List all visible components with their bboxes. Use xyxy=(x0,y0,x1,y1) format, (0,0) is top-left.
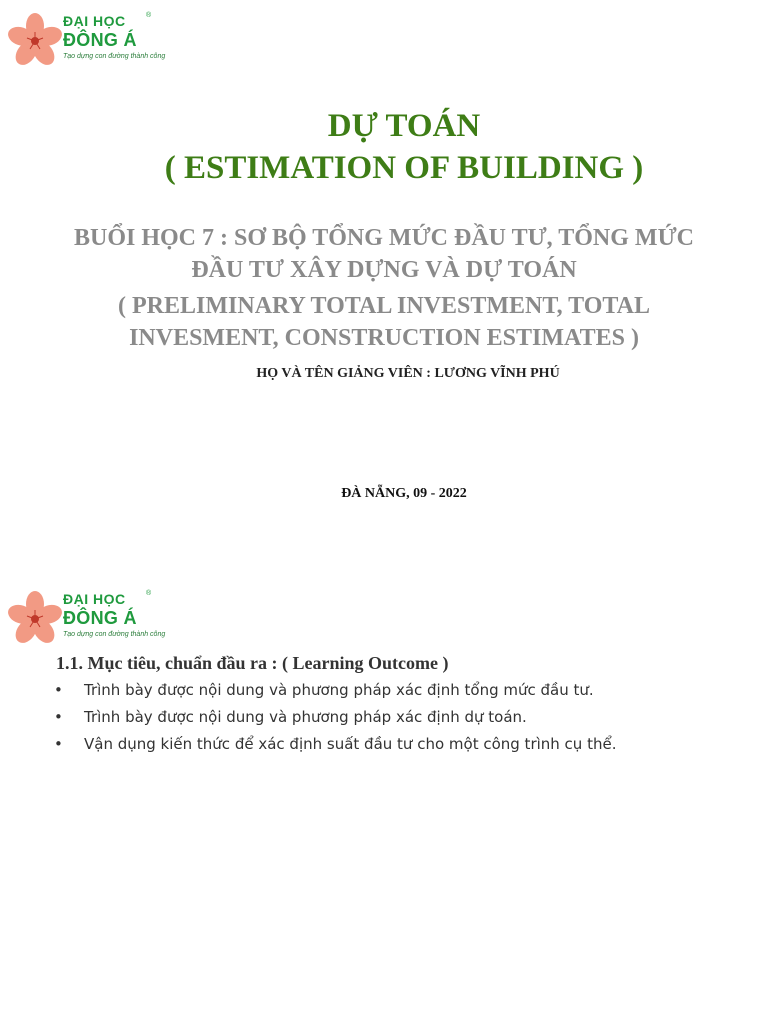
list-item xyxy=(52,732,616,759)
registered-mark: ® xyxy=(146,590,152,597)
learning-outcome-list xyxy=(52,678,616,759)
logo-text-line2: ĐÔNG Á xyxy=(63,608,137,628)
university-logo xyxy=(6,590,166,650)
logo-tagline: Tạo dựng con đường thành công xyxy=(63,631,166,638)
main-title-english: ( ESTIMATION OF BUILDING ) xyxy=(164,150,644,186)
flower-logo-icon xyxy=(6,12,64,70)
list-item xyxy=(52,705,616,732)
logo-text-line1: ĐẠI HỌC xyxy=(63,13,126,29)
university-logo xyxy=(6,12,166,72)
session-title-english xyxy=(20,290,748,354)
logo-tagline: Tạo dựng con đường thành công xyxy=(63,53,166,60)
logo-text-line1: ĐẠI HỌC xyxy=(63,591,126,607)
bullet-icon: • xyxy=(54,735,63,753)
list-item xyxy=(52,678,616,705)
learning-outcome-slide xyxy=(0,576,768,1024)
session-title-vi-line1: BUỔI HỌC 7 : SƠ BỘ TỔNG MỨC ĐẦU TƯ, TỔNG MỨC xyxy=(73,225,695,251)
section-heading: 1.1. Mục tiêu, chuẩn đầu ra : ( Learning Outcome ) xyxy=(56,653,449,673)
main-title: DỰ TOÁN xyxy=(327,108,481,144)
session-title-en-line1: ( PRELIMINARY TOTAL INVESTMENT, TOTAL xyxy=(118,293,650,319)
list-item-text: Trình bày được nội dung và phương pháp xác định tổng mức đầu tư. xyxy=(84,681,594,699)
logo-text-line2: ĐÔNG Á xyxy=(63,30,137,50)
bullet-icon: • xyxy=(54,708,63,726)
list-item-text: Vận dụng kiến thức để xác định suất đầu tư cho một công trình cụ thể. xyxy=(84,735,617,753)
session-title-vietnamese xyxy=(20,222,748,286)
bullet-icon: • xyxy=(54,681,63,699)
session-title-vi-line2: ĐẦU TƯ XÂY DỰNG VÀ DỰ TOÁN xyxy=(191,257,577,283)
session-title-en-line2: INVESMENT, CONSTRUCTION ESTIMATES ) xyxy=(129,325,639,351)
registered-mark: ® xyxy=(146,12,152,19)
list-item-text: Trình bày được nội dung và phương pháp xác định dự toán. xyxy=(84,708,527,726)
flower-logo-icon xyxy=(6,590,64,648)
lecturer-name: HỌ VÀ TÊN GIẢNG VIÊN : LƯƠNG VĨNH PHÚ xyxy=(256,366,560,381)
date-location: ĐÀ NẴNG, 09 - 2022 xyxy=(341,486,467,501)
